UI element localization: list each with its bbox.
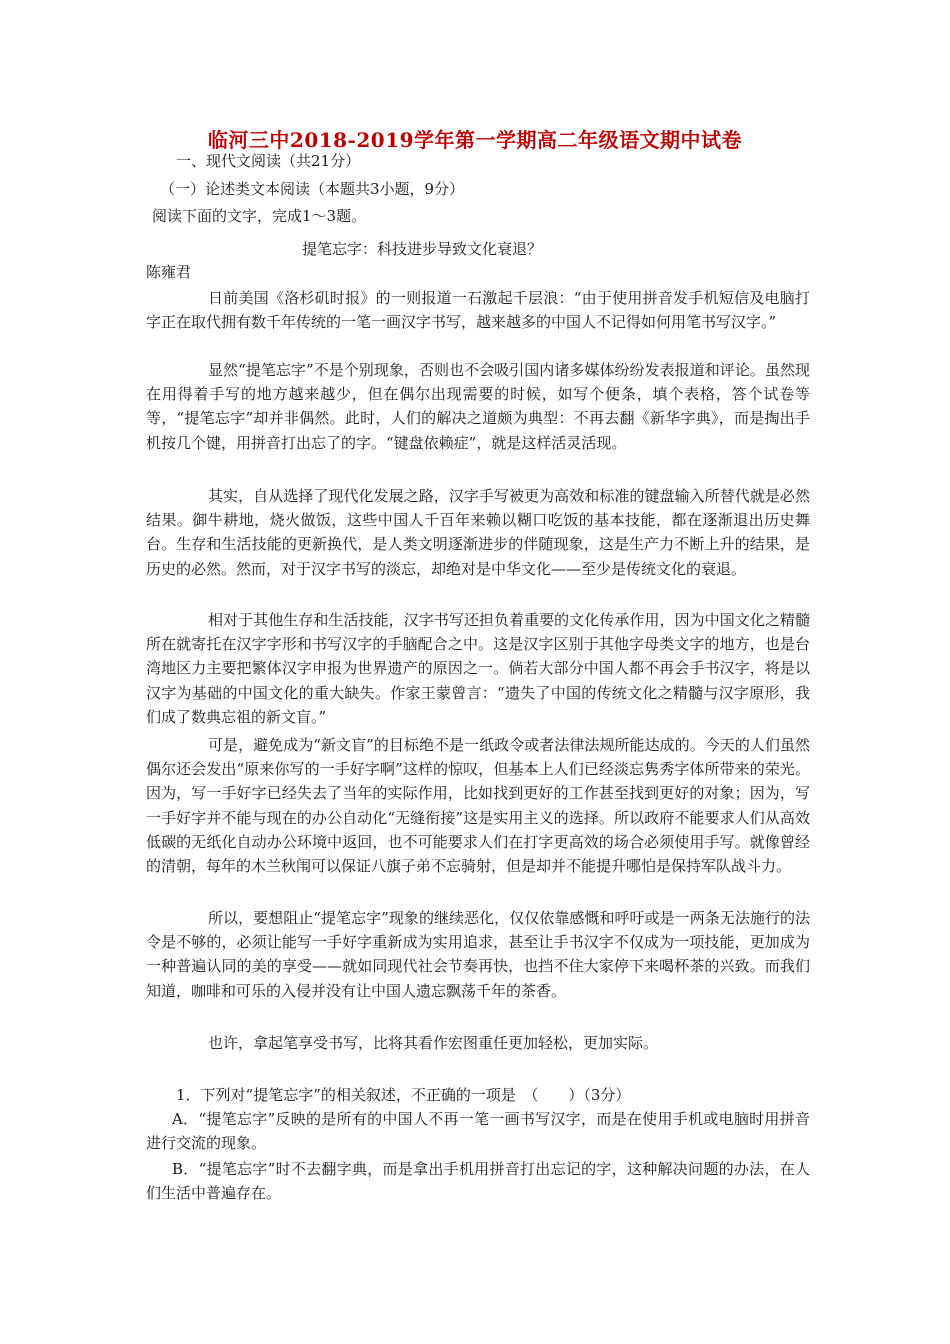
article-paragraph: 日前美国《洛杉矶时报》的一则报道一石激起千层浪：“由于使用拼音发手机短信及电脑打字正在取代拥有数千年传统的一笔一画汉字书写，越来越多的中国人不记得如何用笔书写汉字。”	[146, 289, 810, 332]
article-paragraph: 所以，要想阻止“提笔忘字”现象的继续恶化，仅仅依靠感慨和呼吁或是一两条无法施行的法令是不够的，必须让能写一手好字重新成为实用追求，甚至让手书汉字不仅成为一项技能，更加成为一种普遍认同的美的享受——就如同现代社会节奏再快，也挡不住大家停下来喝杯茶的兴致。而我们知道，咖啡和可乐的入侵并没有让中国人遗忘飘荡千年的茶香。	[146, 909, 810, 1000]
reading-instruction: 阅读下面的文字，完成1～3题。	[152, 207, 367, 225]
article-title: 提笔忘字：科技进步导致文化衰退？	[302, 240, 543, 258]
question-option: A．“提笔忘字”反映的是所有的中国人不再一笔一画书写汉字，而是在使用手机或电脑时用拼音进行交流的现象。	[146, 1110, 810, 1153]
article-paragraph: 可是，避免成为“新文盲”的目标绝不是一纸政令或者法律法规所能达成的。今天的人们虽然偶尔还会发出“原来你写的一手好字啊”这样的惊叹，但基本上人们已经淡忘隽秀字体所带来的荣光。因为，写一手好字已经失去了当年的实际作用，比如找到更好的工作甚至找到更好的对象；因为，写一手好字并不能与现在的办公自动化“无缝衔接”这是实用主义的选择。所以政府不能要求人们从高效低碳的无纸化自动办公环境中返回，也不可能要求人们在打字更高效的场合必须使用手写。就像曾经的清朝，每年的木兰秋闱可以保证八旗子弟不忘骑射，但是却并不能提升哪怕是保持军队战斗力。	[146, 736, 810, 876]
article-paragraph: 显然“提笔忘字”不是个别现象，否则也不会吸引国内诸多媒体纷纷发表报道和评论。虽然现在用得着手写的地方越来越少，但在偶尔出现需要的时候，如写个便条，填个表格，答个试卷等等，“提笔忘字”却并非偶然。此时，人们的解决之道颇为典型：不再去翻《新华字典》，而是掏出手机按几个键，用拼音打出忘了的字。“键盘依赖症”，就是这样活灵活现。	[146, 361, 810, 452]
article-paragraph: 相对于其他生存和生活技能，汉字书写还担负着重要的文化传承作用，因为中国文化之精髓所在就寄托在汉字字形和书写汉字的手脑配合之中。这是汉字区别于其他字母类文字的地方，也是台湾地区力主要把繁体汉字申报为世界遗产的原因之一。倘若大部分中国人都不再会手书汉字，将是以汉字为基础的中国文化的重大缺失。作家王蒙曾言：“遗失了中国的传统文化之精髓与汉字原形，我们成了数典忘祖的新文盲。”	[146, 611, 810, 726]
exam-title: 临河三中2018-2019学年第一学期高二年级语文期中试卷	[207, 128, 743, 152]
article-paragraph: 也许，拿起笔享受书写，比将其看作宏图重任更加轻松，更加实际。	[208, 1034, 659, 1052]
article-paragraph: 其实，自从选择了现代化发展之路，汉字手写被更为高效和标准的键盘输入所替代就是必然结果。御牛耕地，烧火做饭，这些中国人千百年来赖以糊口吃饭的基本技能，都在逐渐退出历史舞台。生存和生活技能的更新换代，是人类文明逐渐进步的伴随现象，这是生产力不断上升的结果，是历史的必然。然而，对于汉字书写的淡忘，却绝对是中华文化——至少是传统文化的衰退。	[146, 487, 810, 578]
section-heading: 一、现代文阅读（共21分）	[176, 152, 361, 170]
subsection-heading: （一）论述类文本阅读（本题共3小题，9分）	[160, 180, 465, 198]
question-stem: 1．下列对“提笔忘字”的相关叙述，不正确的一项是 （ ）（3分）	[176, 1086, 631, 1104]
article-author: 陈雍君	[146, 263, 192, 281]
question-option: B．“提笔忘字”时不去翻字典，而是拿出手机用拼音打出忘记的字，这种解决问题的办法，在人们生活中普遍存在。	[146, 1160, 810, 1203]
